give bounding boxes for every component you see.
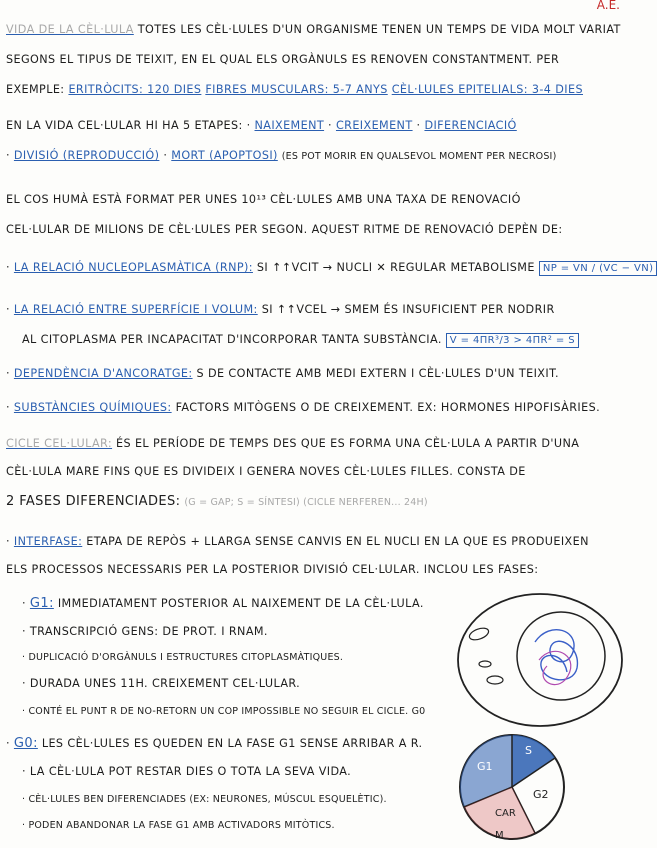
g1-line-5: · CONTÉ EL PUNT R DE NO-RETORN UN COP IMPOSSIBLE NO SEGUIR EL CICLE. G0 bbox=[22, 706, 426, 717]
g0-line-2: · LA CÈL·LULA POT RESTAR DIES O TOTA LA SEVA VIDA. bbox=[22, 765, 352, 778]
stage-differentiation: DIFERENCIACIÓ bbox=[424, 119, 517, 132]
g0-line-3: · CÈL·LULES BEN DIFERENCIADES (EX: NEURONES, MÚSCUL ESQUELÈTIC). bbox=[22, 794, 387, 805]
intro-text-1: TOTES LES CÈL·LULES D'UN ORGANISME TENEN UN TEMPS DE VIDA MOLT VARIAT bbox=[137, 23, 621, 36]
factor-surface-volume-2 bbox=[22, 332, 579, 348]
intro-line-2 bbox=[6, 52, 559, 68]
stage-death: MORT (APOPTOSI) bbox=[171, 149, 278, 162]
interfase-text-1: ETAPA DE REPÒS + LLARGA SENSE CANVIS EN EL NUCLI EN LA QUE ES PRODUEIXEN bbox=[86, 535, 589, 548]
wheel-g1-label: G1 bbox=[477, 760, 493, 773]
rnp-formula-box: NP = VN / (VC − VN) bbox=[539, 261, 657, 276]
page-title: VIDA DE LA CÈL·LULA bbox=[6, 23, 134, 36]
interfase-label: INTERFASE: bbox=[13, 535, 83, 548]
cycle-text-1: ÉS EL PERÍODE DE TEMPS DES QUE ES FORMA UNA CÈL·LULA A PARTIR D'UNA bbox=[116, 437, 580, 450]
factor-anchorage-text: S DE CONTACTE AMB MEDI EXTERN I CÈL·LULES D'UN TEIXIT. bbox=[196, 367, 559, 380]
factor-rnp-label: LA RELACIÓ NUCLEOPLASMÀTICA (RNP): bbox=[13, 261, 253, 274]
cycle-text-3: 2 FASES DIFERENCIADES: bbox=[6, 494, 181, 509]
body-line-1 bbox=[6, 192, 521, 208]
author-initials: A.E. bbox=[596, 0, 620, 12]
interfase-text-2: ELS PROCESSOS NECESSARIS PER LA POSTERIOR DIVISIÓ CEL·LULAR. INCLOU LES FASES: bbox=[6, 563, 539, 576]
factor-rnp: · LA RELACIÓ NUCLEOPLASMÀTICA (RNP): SI ↑↑VCIT → NUCLI ✕ REGULAR METABOLISME NP = VN / (VC − VN) bbox=[6, 260, 657, 276]
body-line-2 bbox=[6, 222, 563, 238]
g0-line-1: · G0: LES CÈL·LULES ES QUEDEN EN LA FASE G1 SENSE ARRIBAR A R. bbox=[6, 736, 423, 751]
body-text-1: EL COS HUMÀ ESTÀ FORMAT PER UNES 10¹³ CÈL·LULES AMB UNA TAXA DE RENOVACIÓ bbox=[6, 193, 521, 206]
factor-chemicals-label: SUBSTÀNCIES QUÍMIQUES: bbox=[13, 401, 172, 414]
g0-text-4: PODEN ABANDONAR LA FASE G1 AMB ACTIVADORS MITÒTICS. bbox=[28, 820, 335, 831]
intro-line-1 bbox=[6, 22, 621, 38]
sv-formula-box: V = 4ΠR³/3 > 4ΠR² = S bbox=[446, 333, 579, 348]
g1-label: G1: bbox=[29, 596, 54, 611]
g1-text-1: IMMEDIATAMENT POSTERIOR AL NAIXEMENT DE LA CÈL·LULA. bbox=[57, 597, 424, 610]
g0-label: G0: bbox=[13, 736, 38, 751]
factor-sv-label: LA RELACIÓ ENTRE SUPERFÍCIE I VOLUM: bbox=[13, 303, 258, 316]
cell-drawing bbox=[455, 590, 625, 730]
factor-surface-volume: · LA RELACIÓ ENTRE SUPERFÍCIE I VOLUM: SI ↑↑VCEL → SMEM ÉS INSUFICIENT PER NODRIR bbox=[6, 303, 555, 316]
interfase-line-2 bbox=[6, 562, 538, 578]
example-erythrocytes: ERITRÒCITS: 120 DIES bbox=[68, 83, 202, 96]
stage-growth: CREIXEMENT bbox=[335, 119, 413, 132]
stage-division: DIVISIÓ (REPRODUCCIÓ) bbox=[13, 149, 160, 162]
factor-sv-text: SI ↑↑VCEL → SMEM ÉS INSUFICIENT PER NODRIR bbox=[261, 303, 555, 316]
body-text-2: CEL·LULAR DE MILIONS DE CÈL·LULES PER SEGON. AQUEST RITME DE RENOVACIÓ DEPÈN DE: bbox=[6, 223, 563, 236]
necrosis-note: (ES POT MORIR EN QUALSEVOL MOMENT PER NECROSI) bbox=[281, 151, 557, 162]
interfase-line-1: · INTERFASE: ETAPA DE REPÒS + LLARGA SENSE CANVIS EN EL NUCLI EN LA QUE ES PRODUEIXEN bbox=[6, 535, 589, 548]
cycle-text-2: CÈL·LULA MARE FINS QUE ES DIVIDEIX I GENERA NOVES CÈL·LULES FILLES. CONSTA DE bbox=[6, 465, 526, 478]
example-muscle-fibres: FIBRES MUSCULARS: 5-7 ANYS bbox=[205, 83, 388, 96]
cycle-line-1 bbox=[6, 436, 579, 452]
factor-chemicals-text: FACTORS MITÒGENS O DE CREIXEMENT. EX: HORMONES HIPOFISÀRIES. bbox=[175, 401, 601, 414]
g1-text-5: CONTÉ EL PUNT R DE NO-RETORN UN COP IMPOSSIBLE NO SEGUIR EL CICLE. G0 bbox=[28, 706, 426, 717]
cycle-label: CICLE CEL·LULAR: bbox=[6, 437, 113, 450]
factor-chemicals: · SUBSTÀNCIES QUÍMIQUES: FACTORS MITÒGENS O DE CREIXEMENT. EX: HORMONES HIPOFISÀRIES. bbox=[6, 401, 601, 414]
g0-text-3: CÈL·LULES BEN DIFERENCIADES (EX: NEURONES, MÚSCUL ESQUELÈTIC). bbox=[28, 794, 387, 805]
example-epithelial-cells: CÈL·LULES EPITELIALS: 3-4 DIES bbox=[391, 83, 583, 96]
wheel-g2-label: G2 bbox=[533, 788, 549, 801]
cell-cycle-wheel bbox=[455, 730, 570, 845]
stages-line-2: · DIVISIÓ (REPRODUCCIÓ) · MORT (APOPTOSI) (ES POT MORIR EN QUALSEVOL MOMENT PER NECROSI) bbox=[6, 149, 557, 162]
stages-line-1: EN LA VIDA CEL·LULAR HI HA 5 ETAPES: · NAIXEMENT · CREIXEMENT · DIFERENCIACIÓ bbox=[6, 119, 517, 132]
cycle-line-3 bbox=[6, 494, 428, 511]
g1-line-1: · G1: IMMEDIATAMENT POSTERIOR AL NAIXEMENT DE LA CÈL·LULA. bbox=[22, 596, 424, 611]
factor-sv-text-2: AL CITOPLASMA PER INCAPACITAT D'INCORPORAR TANTA SUBSTÀNCIA. bbox=[22, 333, 442, 346]
g0-text-1: LES CÈL·LULES ES QUEDEN EN LA FASE G1 SENSE ARRIBAR A R. bbox=[41, 737, 423, 750]
g0-text-2: LA CÈL·LULA POT RESTAR DIES O TOTA LA SEVA VIDA. bbox=[29, 765, 352, 778]
intro-line-3 bbox=[6, 82, 583, 98]
factor-anchorage-label: DEPENDÈNCIA D'ANCORATGE: bbox=[13, 367, 193, 380]
g0-line-4: · PODEN ABANDONAR LA FASE G1 AMB ACTIVADORS MITÒTICS. bbox=[22, 820, 335, 831]
example-lead: EXEMPLE: bbox=[6, 83, 65, 96]
wheel-m-label: M bbox=[495, 830, 504, 841]
stage-birth: NAIXEMENT bbox=[254, 119, 325, 132]
factor-anchorage: · DEPENDÈNCIA D'ANCORATGE: S DE CONTACTE AMB MEDI EXTERN I CÈL·LULES D'UN TEIXIT. bbox=[6, 367, 559, 380]
stages-lead: EN LA VIDA CEL·LULAR HI HA 5 ETAPES: bbox=[6, 119, 243, 132]
g1-text-2: TRANSCRIPCIÓ GENS: DE PROT. I RNAM. bbox=[29, 625, 268, 638]
wheel-s-label: S bbox=[525, 744, 532, 757]
cycle-faint-note: (G = GAP; S = SÍNTESI) (CICLE NERFEREN... 24H) bbox=[184, 497, 428, 508]
cycle-line-2 bbox=[6, 464, 526, 480]
g1-line-4: · DURADA UNES 11H. CREIXEMENT CEL·LULAR. bbox=[22, 677, 301, 690]
g1-line-2: · TRANSCRIPCIÓ GENS: DE PROT. I RNAM. bbox=[22, 625, 268, 638]
intro-text-2: SEGONS EL TIPUS DE TEIXIT, EN EL QUAL ELS ORGÀNULS ES RENOVEN CONSTANTMENT. PER bbox=[6, 53, 560, 66]
factor-rnp-text: SI ↑↑VCIT → NUCLI ✕ REGULAR METABOLISME bbox=[256, 261, 535, 274]
g1-line-3: · DUPLICACIÓ D'ORGÀNULS I ESTRUCTURES CITOPLASMÀTIQUES. bbox=[22, 652, 344, 663]
g1-text-4: DURADA UNES 11H. CREIXEMENT CEL·LULAR. bbox=[29, 677, 301, 690]
wheel-car-label: CAR bbox=[495, 808, 516, 819]
g1-text-3: DUPLICACIÓ D'ORGÀNULS I ESTRUCTURES CITOPLASMÀTIQUES. bbox=[28, 652, 344, 663]
wheel-s-sector bbox=[512, 735, 555, 787]
